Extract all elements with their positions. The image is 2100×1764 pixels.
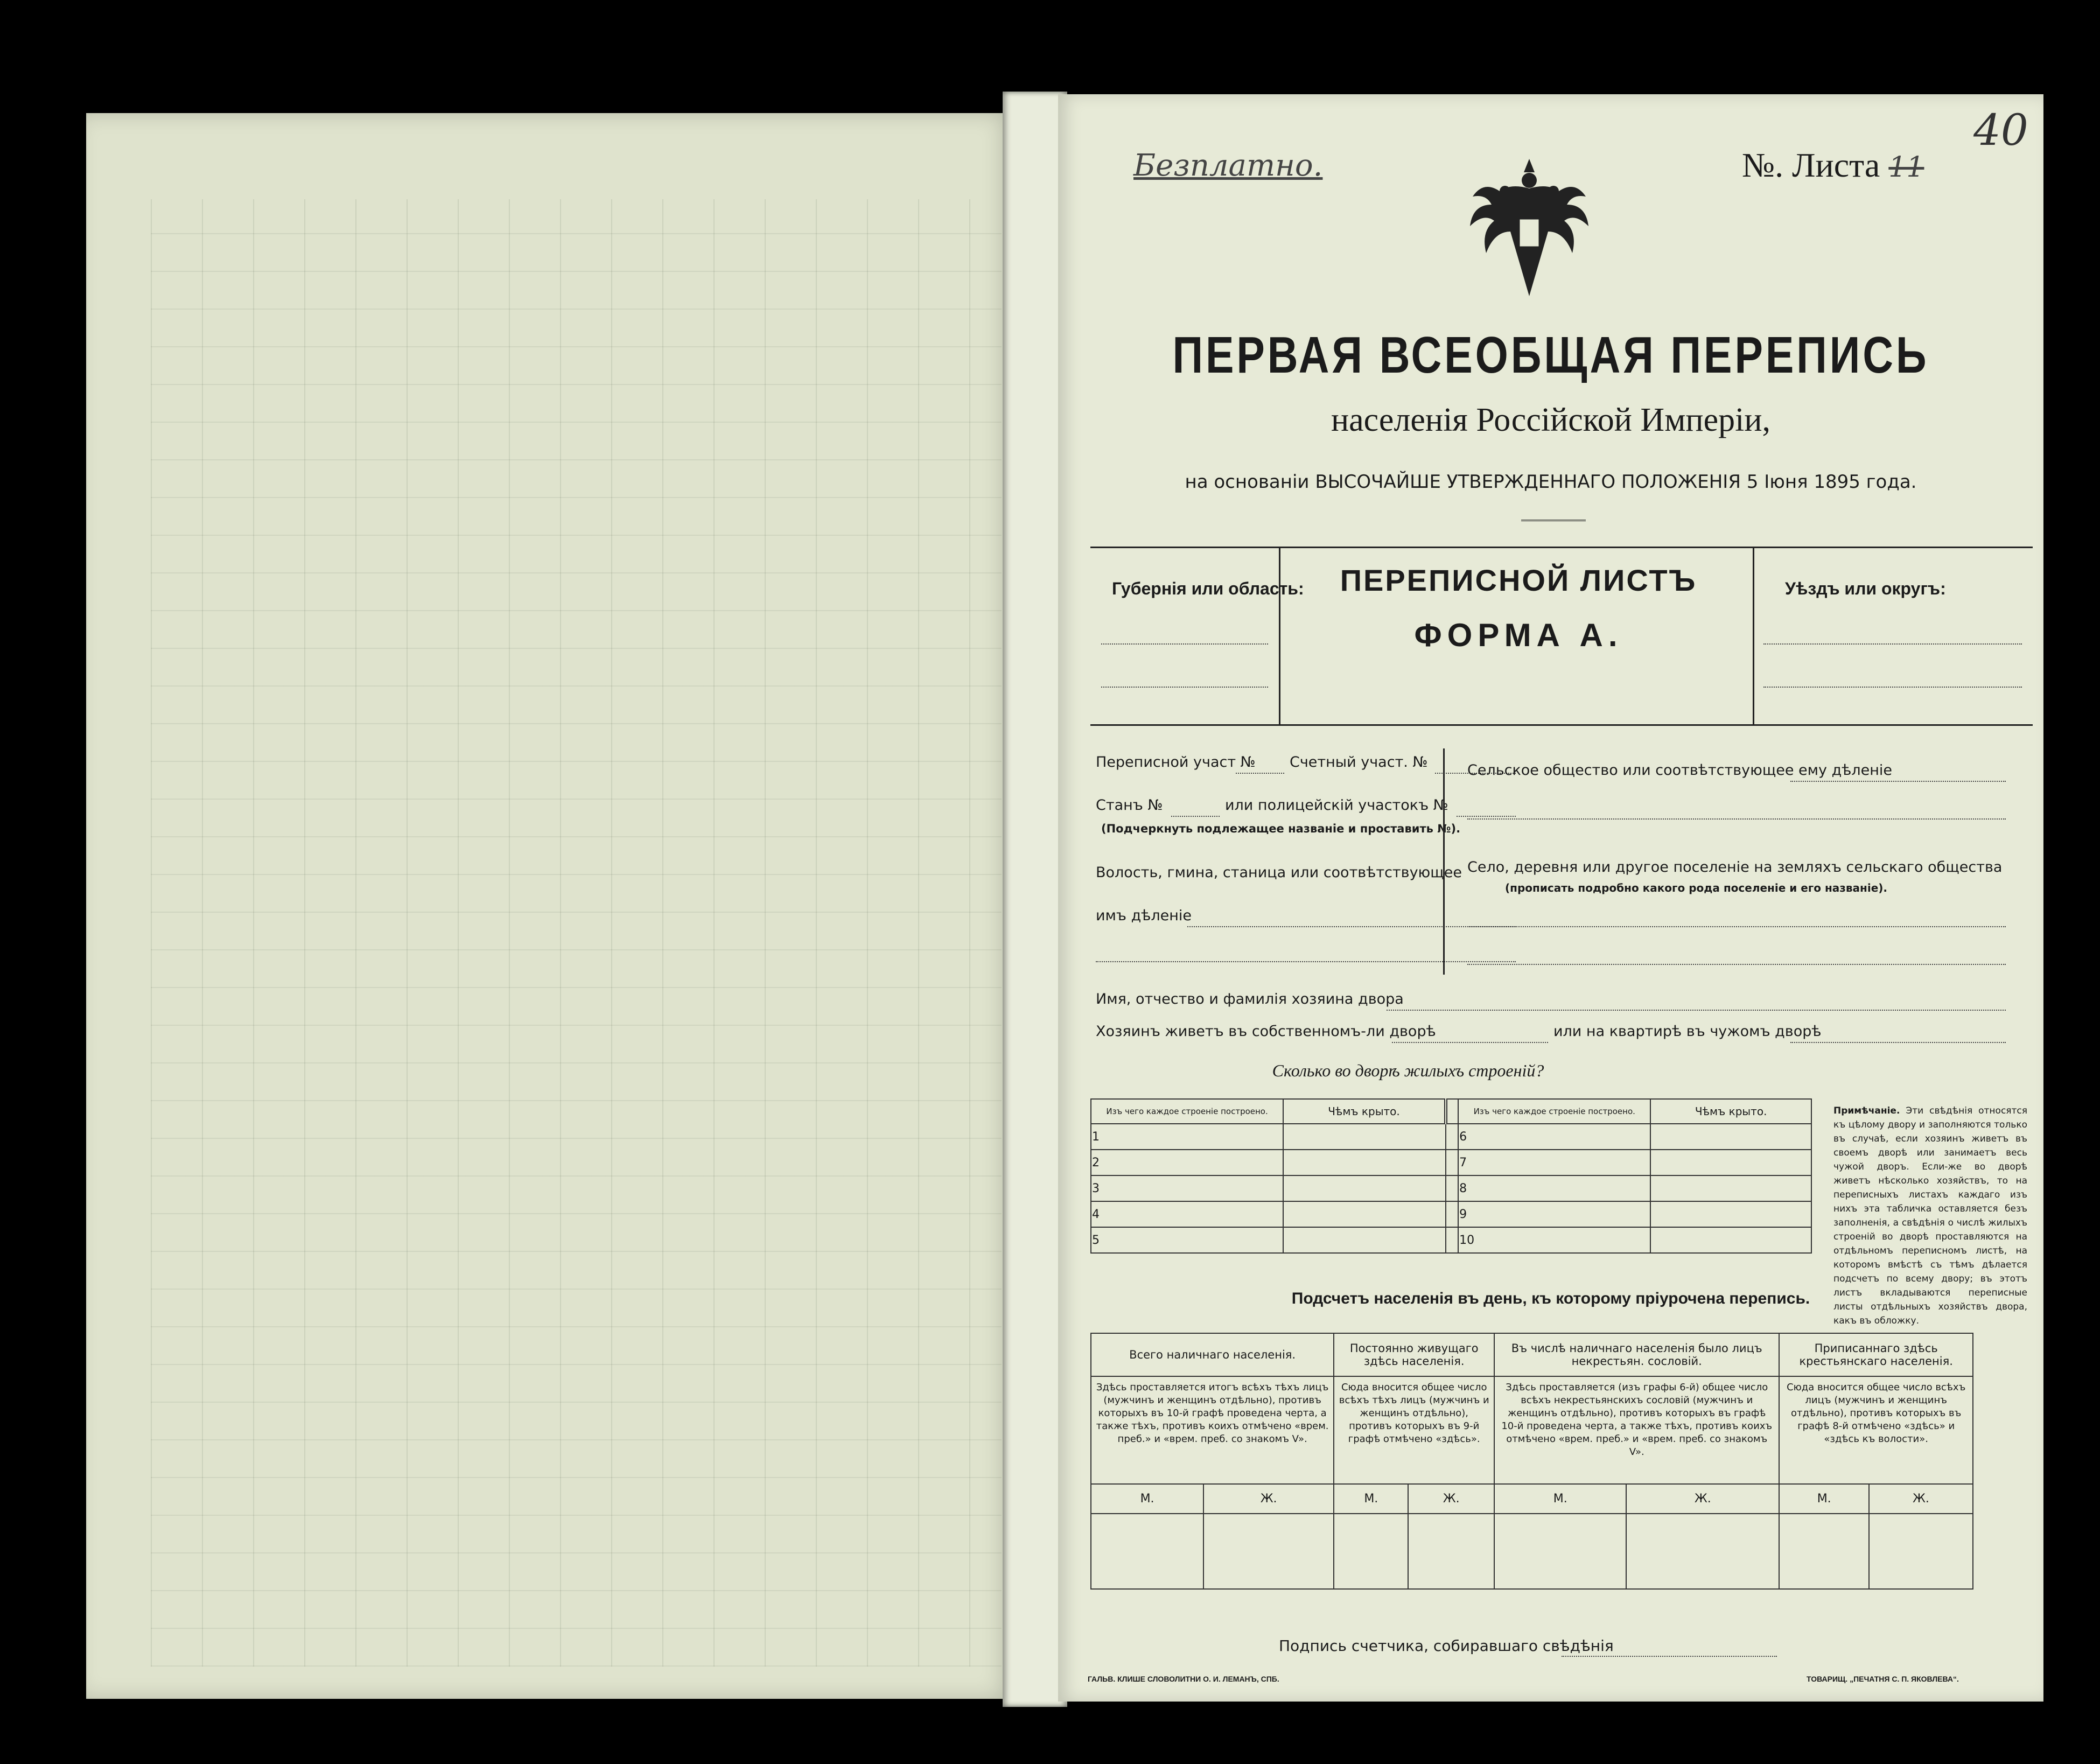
sheet-number-value: 11 [1888, 151, 1924, 184]
col-material-2: Изъ чего каждое строеніе построено. [1458, 1099, 1650, 1124]
male-header: М. [1494, 1484, 1626, 1514]
free-label: Безплатно. [1133, 148, 1323, 183]
ornament-divider [1521, 520, 1586, 521]
imprint-right: ТОВАРИЩ. „ПЕЧАТНЯ С. П. ЯКОВЛЕВА“. [1807, 1675, 1959, 1683]
imprint-left: ГАЛЬВ. КЛИШЕ СЛОВОЛИТНИ О. И. ЛЕМАНЪ, СПБ. [1088, 1675, 1279, 1683]
police-district-field[interactable] [1457, 816, 1516, 817]
province-field-2[interactable] [1101, 687, 1268, 688]
own-yard-label: Хозяинъ живетъ въ собственномъ-ли дворѣ [1096, 1023, 1436, 1040]
count-heading: Подсчетъ населенія въ день, къ которому пріурочена перепись. [1291, 1290, 1810, 1307]
female-header: Ж. [1408, 1484, 1494, 1514]
buildings-question: Сколько во дворѣ жилыхъ строеній? [1272, 1061, 1544, 1080]
rural-society-label: Сельское общество или соотвѣтствующее ему дѣленіе [1467, 762, 1893, 779]
census-district-label: Переписной участ № [1096, 754, 1256, 771]
building-row-num: 4 [1091, 1201, 1283, 1227]
volost-field-2[interactable] [1096, 961, 1516, 962]
village-note: (прописать подробно какого рода поселеніе и его названіе). [1505, 881, 1888, 894]
village-field-2[interactable] [1467, 964, 2006, 965]
count-col-title: Постоянно живущаго здѣсь населенія. [1334, 1333, 1494, 1376]
form-label: ФОРМА А. [1414, 617, 1623, 653]
district-label: Уѣздъ или округъ: [1785, 579, 1946, 598]
village-field[interactable] [1467, 926, 2006, 927]
building-row-num: 2 [1091, 1150, 1283, 1175]
roof-cell[interactable] [1283, 1227, 1446, 1253]
subtitle: населенія Россійской Имперіи, [1331, 402, 1771, 438]
count-col-desc: Сюда вносится общее число всѣхъ тѣхъ лицъ (мужчинъ и женщинъ отдѣльно), противъ которыхъ въ 9-й графѣ отмѣчено «здѣсь». [1334, 1376, 1494, 1484]
province-field[interactable] [1101, 643, 1268, 645]
rented-label: или на квартирѣ въ чужомъ дворѣ [1553, 1023, 1822, 1040]
roof-cell[interactable] [1283, 1175, 1446, 1201]
col-roof: Чѣмъ крыто. [1283, 1099, 1446, 1124]
stan-field[interactable] [1171, 816, 1220, 817]
legal-basis: на основаніи ВЫСОЧАЙШЕ УТВЕРЖДЕННАГО ПОЛОЖЕНІЯ 5 Іюня 1895 года. [1185, 471, 1917, 493]
female-header: Ж. [1203, 1484, 1334, 1514]
roof-cell[interactable] [1650, 1150, 1811, 1175]
book-spine [1003, 92, 1067, 1707]
building-row-num: 6 [1458, 1124, 1650, 1150]
double-headed-eagle-emblem [1467, 153, 1591, 315]
count-cell[interactable] [1203, 1514, 1334, 1589]
volost-label-2: имъ дѣленіе [1096, 907, 1192, 924]
district-field-2[interactable] [1763, 687, 2022, 688]
building-row-num: 9 [1458, 1201, 1650, 1227]
count-col-title: Всего наличнаго населенія. [1091, 1333, 1334, 1376]
building-row-num: 3 [1091, 1175, 1283, 1201]
district-field[interactable] [1763, 643, 2022, 645]
roof-cell[interactable] [1650, 1124, 1811, 1150]
building-row-num: 10 [1458, 1227, 1650, 1253]
building-row-num: 8 [1458, 1175, 1650, 1201]
signature-field[interactable] [1562, 1656, 1777, 1657]
form-header-band [1090, 547, 2033, 724]
roof-cell[interactable] [1283, 1150, 1446, 1175]
rural-society-field-2[interactable] [1467, 818, 2006, 820]
population-count-table [1090, 1333, 1973, 1590]
police-district-label: или полицейскій участокъ № [1225, 797, 1448, 814]
roof-cell[interactable] [1283, 1124, 1446, 1150]
building-row-num: 7 [1458, 1150, 1650, 1175]
col-material: Изъ чего каждое строеніе построено. [1091, 1099, 1283, 1124]
count-cell[interactable] [1408, 1514, 1494, 1589]
count-col-desc: Здѣсь проставляется итогъ всѣхъ тѣхъ лицъ (мужчинъ и женщинъ отдѣльно), противъ которыхъ въ 10-й графѣ проведена черта, а также тѣхъ, противъ коихъ отмѣчено «врем. преб.» и «врем. преб. со знакомъ V». [1091, 1376, 1334, 1484]
owner-name-label: Имя, отчество и фамилія хозяина двора [1096, 991, 1404, 1007]
underline-note: (Подчеркнуть подлежащее названіе и проставить №). [1101, 822, 1461, 835]
rural-society-field[interactable] [1790, 781, 2006, 782]
count-cell[interactable] [1494, 1514, 1626, 1589]
count-cell[interactable] [1869, 1514, 1973, 1589]
building-row-num: 1 [1091, 1124, 1283, 1150]
male-header: М. [1334, 1484, 1408, 1514]
roof-cell[interactable] [1283, 1201, 1446, 1227]
province-label: Губернія или область: [1112, 579, 1304, 598]
own-yard-field[interactable] [1392, 1042, 1548, 1043]
roof-cell[interactable] [1650, 1201, 1811, 1227]
rented-field[interactable] [1790, 1042, 2006, 1043]
building-row-num: 5 [1091, 1227, 1283, 1253]
sheet-number-label: №. Листа [1742, 146, 1880, 184]
roof-cell[interactable] [1650, 1175, 1811, 1201]
female-header: Ж. [1626, 1484, 1779, 1514]
note-title: Примѣчаніе. [1833, 1105, 1900, 1116]
count-col-title: Въ числѣ наличнаго населенія было лицъ некрестьян. сословій. [1494, 1333, 1779, 1376]
count-cell[interactable] [1626, 1514, 1779, 1589]
male-header: М. [1779, 1484, 1869, 1514]
left-page [86, 113, 1012, 1699]
count-col-title: Приписаннаго здѣсь крестьянскаго населенія. [1779, 1333, 1973, 1376]
col-roof-2: Чѣмъ крыто. [1650, 1099, 1811, 1124]
location-divider [1443, 748, 1445, 975]
owner-name-field[interactable] [1387, 1010, 2006, 1011]
counting-district-label: Счетный участ. № [1290, 754, 1428, 771]
sheet-title: ПЕРЕПИСНОЙ ЛИСТЪ [1340, 563, 1697, 597]
village-label: Село, деревня или другое поселеніе на земляхъ сельскаго общества [1467, 859, 2003, 876]
roof-cell[interactable] [1650, 1227, 1811, 1253]
female-header: Ж. [1869, 1484, 1973, 1514]
census-district-field[interactable] [1236, 773, 1284, 774]
count-col-desc: Здѣсь проставляется (изъ графы 6-й) общее число всѣхъ некрестьянскихъ сословій (мужчинъ и женщинъ отдѣльно), противъ которыхъ въ графѣ 10-й проведена черта, а также тѣхъ, противъ коихъ отмѣчено «врем. преб.» и «врем. преб. со знакомъ V». [1494, 1376, 1779, 1484]
male-header: М. [1091, 1484, 1203, 1514]
volost-label: Волость, гмина, станица или соотвѣтствующее [1096, 864, 1462, 881]
volost-field[interactable] [1187, 926, 1516, 927]
signature-label: Подпись счетчика, собиравшаго свѣдѣнія [1279, 1637, 1614, 1655]
buildings-table [1090, 1098, 1812, 1254]
handwritten-page-number: 40 [1973, 105, 2028, 155]
main-title: ПЕРВАЯ ВСЕОБЩАЯ ПЕРЕПИСЬ [1172, 326, 1929, 384]
count-col-desc: Сюда вносится общее число всѣхъ лицъ (мужчинъ и женщинъ отдѣльно), противъ которыхъ въ графѣ 8-й отмѣчено «здѣсь» и «здѣсь къ волости». [1779, 1376, 1973, 1484]
note-text: Эти свѣдѣнія относятся къ цѣлому двору и заполняются только въ случаѣ, если хозяинъ живетъ въ своемъ дворѣ или занимаетъ весь чужой дворъ. Если-же во дворѣ живетъ нѣсколько хозяйствъ, то на переписныхъ листахъ каждаго изъ нихъ эта табличка оставляется безъ заполненія, а свѣдѣнія о числѣ жилыхъ строеній во дворѣ проставляются на отдѣльномъ переписномъ листѣ, на которомъ вмѣстѣ съ тѣмъ дѣлается подсчетъ по всему двору; въ этотъ листъ вкладываются переписные листы отдѣльныхъ хозяйствъ двора, какъ въ обложку. [1833, 1105, 2027, 1326]
count-cell[interactable] [1334, 1514, 1408, 1589]
stan-label: Станъ № [1096, 797, 1163, 814]
count-cell[interactable] [1779, 1514, 1869, 1589]
bleed-through-grid [151, 199, 1002, 1667]
sheet-number-block [1742, 145, 1924, 185]
count-cell[interactable] [1091, 1514, 1203, 1589]
census-form-page [1058, 94, 2043, 1702]
